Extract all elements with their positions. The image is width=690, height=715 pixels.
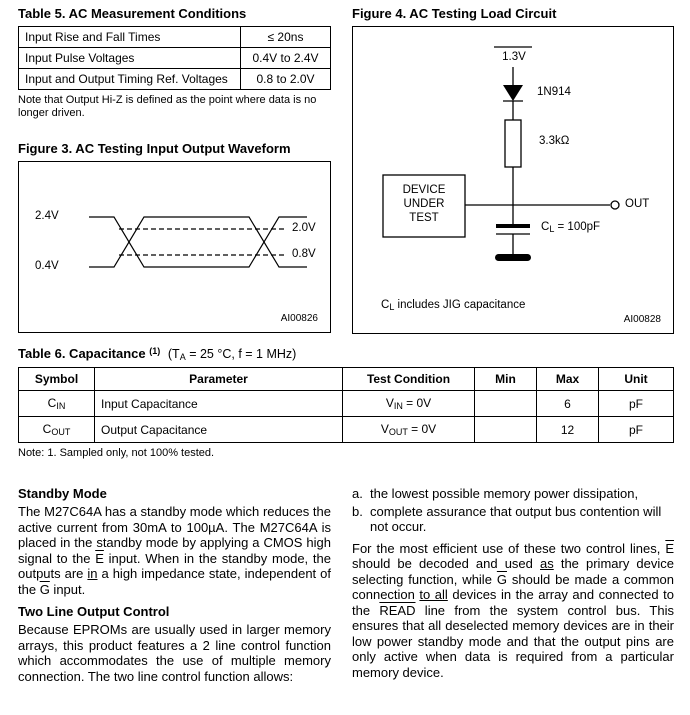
t6-max-cell: 6 [537,391,599,417]
t6-symbol-cell: $C_{IN}$ [19,391,95,417]
figure4-section [352,6,674,334]
figure4-box [352,26,674,334]
table6-title [18,346,674,362]
table6-title-main: Table 6. Capacitance $^{(1)}$ [18,346,161,361]
ac-measurement-conditions-table [18,26,331,90]
t6-condition-cell: $V_{OUT} = 0V$ [343,417,475,443]
figure3-box [18,161,331,333]
table-row [19,69,331,90]
dut-label-line: TEST [409,212,439,224]
standby-mode-heading: Standby Mode [18,486,107,501]
out-label: OUT [625,198,650,210]
table-row [19,417,674,443]
t6-max-cell: 12 [537,417,599,443]
supply-voltage-label: 1.3V [502,51,526,63]
t6-unit-cell: pF [599,417,674,443]
two-line-paragraph: Because EPROMs are usually used in larger memory arrays, this product features a 2 line control function which accommodates the use of multiple memory connection. The two line control function allows: [18,622,331,684]
t6-min-cell [475,417,537,443]
list-marker: b. [352,503,363,519]
list-item-a [352,486,674,502]
out-terminal [611,201,619,209]
diode-symbol [503,85,523,101]
th-min: Min [475,368,537,391]
table-row [19,27,331,48]
t5-value-cell: ≤ 20ns [241,27,331,48]
dut-label [384,183,464,225]
left-text-column [18,486,331,691]
waveform-ref-low-label: 0.8V [292,248,316,260]
load-circuit-drawing [353,27,673,333]
waveform-low-label: 0.4V [35,260,59,272]
table5-note: Note that Output Hi-Z is defined as the point where data is no longer driven. [18,94,317,119]
t6-condition-cell: $V_{IN} = 0V$ [343,391,475,417]
dut-label-line: UNDER [403,198,445,210]
diode-label: 1N914 [537,86,571,98]
cap-value-label: $C_L = 100pF$ [541,221,601,234]
table6-section [18,346,674,460]
waveform-high-label: 2.4V [35,210,59,222]
list-item-text: complete assurance that output bus contention will not occur. [370,503,662,534]
table-row [19,391,674,417]
resistor-symbol [505,120,521,167]
table-row [19,48,331,69]
table6-note: Note: 1. Sampled only, not 100% tested. [18,447,215,459]
resistor-label: 3.3kΩ [539,135,570,147]
t5-value-cell: 0.8 to 2.0V [241,69,331,90]
table-header-row [19,368,674,391]
t6-parameter-cell: Output Capacitance [95,417,343,443]
figure4-ref-code: AI00828 [623,314,661,325]
table5-section [18,6,331,120]
standby-mode-paragraph: The M27C64A has a standby mode which reduces the active current from 30mA to 100µA. The M27C64A is placed in the standby mode by applying a CMOS high signal to the $\overline{E}$ input. When in the standby mode, the outputs are in a high impedance state, independent of the $\overline{G}$ input. [18,504,332,597]
two-line-heading: Two Line Output Control [18,604,170,619]
t5-value-cell: 0.4V to 2.4V [241,48,331,69]
list-item-text: the lowest possible memory power dissipation, [370,486,639,501]
table5-title: Table 5. AC Measurement Conditions [18,6,247,21]
table6-title-conditions: ($T_A = 25$ °C, f = 1 MHz) [167,347,297,362]
t6-unit-cell: pF [599,391,674,417]
capacitance-table [18,367,674,443]
figure3-title: Figure 3. AC Testing Input Output Waveform [18,141,291,156]
t5-param-cell: Input and Output Timing Ref. Voltages [19,69,241,90]
waveform-ref-high-label: 2.0V [292,222,316,234]
ground-symbol [495,254,531,261]
t5-param-cell: Input Pulse Voltages [19,48,241,69]
th-parameter: Parameter [95,368,343,391]
cap-note-label: $C_L$ includes JIG capacitance [381,299,526,312]
waveform-drawing [19,162,330,332]
list-item-b [352,504,674,535]
right-text-column [352,486,674,687]
t6-parameter-cell: Input Capacitance [95,391,343,417]
t5-param-cell: Input Rise and Fall Times [19,27,241,48]
dut-label-line: DEVICE [402,184,446,196]
figure3-section [18,141,331,333]
list-marker: a. [352,486,363,501]
th-max: Max [537,368,599,391]
figure3-ref-code: AI00826 [280,313,318,324]
t6-symbol-cell: $C_{OUT}$ [19,417,95,443]
th-test-condition: Test Condition [343,368,475,391]
th-unit: Unit [599,368,674,391]
th-symbol: Symbol [19,368,95,391]
t6-min-cell [475,391,537,417]
figure4-title: Figure 4. AC Testing Load Circuit [352,6,557,21]
efficient-use-paragraph: For the most efficient use of these two control lines, $\overline{E}$ should be decoded and used as the primary device selecting function, while $\overline{G}$ should be made a common connection to all devices in the array and connected to the READ line from the system control bus. This ensures that all deselected memory devices are in their low power standby mode and that the output pins are only active when data is required from a particular memory device. [352,540,674,680]
